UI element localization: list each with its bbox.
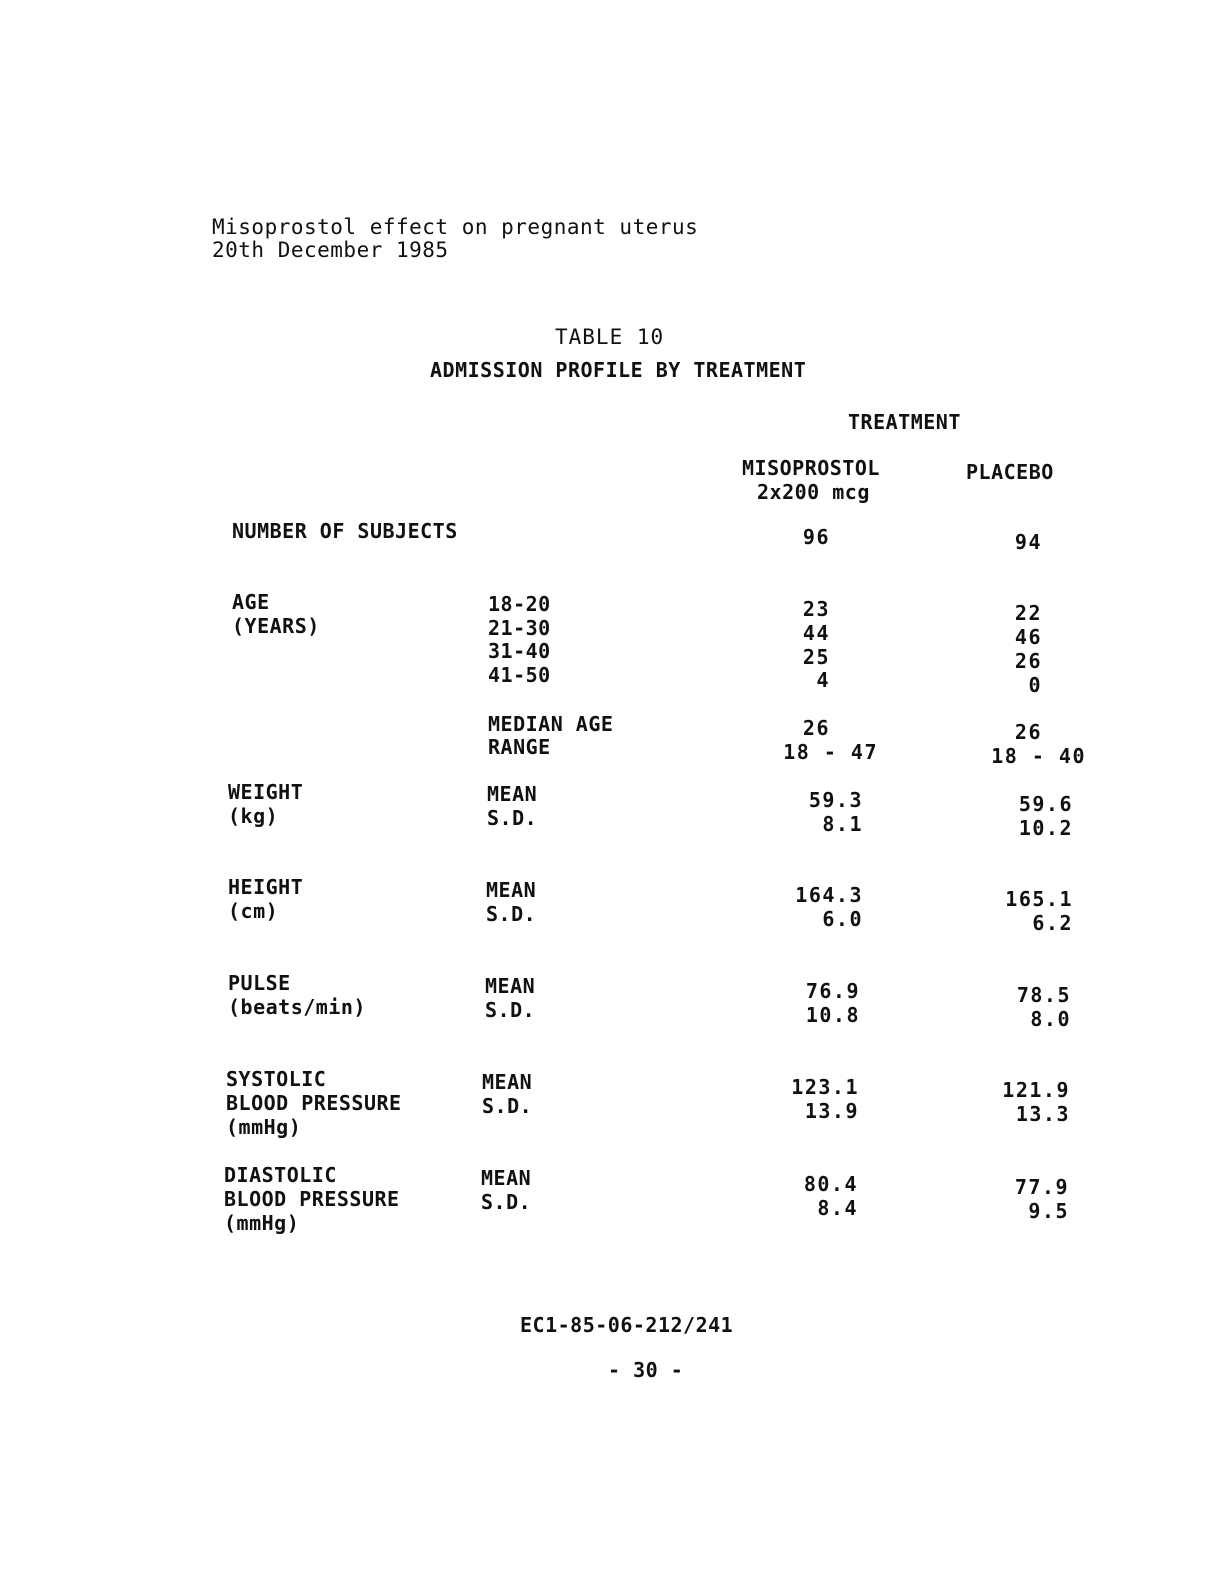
height-sd-label: S.D. [486,902,537,926]
age-range-overall-label: RANGE [488,735,551,759]
weight-sd-label: S.D. [487,806,538,830]
systolic-sd-label: S.D. [482,1094,533,1118]
row-label-diastolic: DIASTOLIC [224,1163,337,1187]
age-range-label: 31-40 [488,639,551,663]
table-title: ADMISSION PROFILE BY TREATMENT [430,358,807,382]
pulse-sd-label: S.D. [485,998,536,1022]
systolic-misoprostol-mean: 123.1 [791,1075,859,1099]
median-age-placebo: 26 [1014,720,1042,744]
diastolic-mean-label: MEAN [481,1166,532,1190]
row-label-pulse-units: (beats/min) [228,995,366,1019]
column-header-misoprostol-dose: 2x200 mcg [757,480,870,504]
systolic-misoprostol-sd: 13.9 [804,1099,859,1123]
table-number: TABLE 10 [555,325,665,349]
systolic-mean-label: MEAN [482,1070,533,1094]
pulse-placebo-mean: 78.5 [1016,983,1071,1007]
weight-misoprostol-sd: 8.1 [822,812,863,836]
systolic-placebo-mean: 121.9 [1002,1078,1070,1102]
row-label-systolic: SYSTOLIC [226,1067,327,1091]
weight-placebo-sd: 10.2 [1018,816,1073,840]
row-label-systolic-units: (mmHg) [226,1115,302,1139]
row-label-height: HEIGHT [228,875,304,899]
height-misoprostol-mean: 164.3 [795,883,863,907]
row-label-number-of-subjects: NUMBER OF SUBJECTS [232,519,458,543]
age-range-misoprostol: 18 - 47 [783,740,878,764]
age-range-placebo: 18 - 40 [991,744,1086,768]
age-placebo-value: 46 [1014,625,1042,649]
header-study-title: Misoprostol effect on pregnant uterus [212,215,699,239]
weight-placebo-mean: 59.6 [1018,792,1073,816]
column-header-placebo: PLACEBO [966,460,1054,484]
row-label-diastolic-bp: BLOOD PRESSURE [224,1187,400,1211]
systolic-placebo-sd: 13.3 [1015,1102,1070,1126]
age-range-label: 18-20 [488,592,551,616]
age-misoprostol-value: 44 [802,621,830,645]
page-number: - 30 - [608,1358,684,1382]
column-header-misoprostol: MISOPROSTOL [742,456,880,480]
height-misoprostol-sd: 6.0 [822,907,863,931]
row-label-diastolic-units: (mmHg) [224,1211,300,1235]
pulse-mean-label: MEAN [485,974,536,998]
age-range-label: 21-30 [488,616,551,640]
age-placebo-value: 0 [1028,673,1042,697]
weight-misoprostol-mean: 59.3 [808,788,863,812]
age-misoprostol-value: 4 [816,668,830,692]
row-label-systolic-bp: BLOOD PRESSURE [226,1091,402,1115]
document-reference: EC1-85-06-212/241 [520,1313,734,1337]
row-label-weight: WEIGHT [228,780,304,804]
diastolic-sd-label: S.D. [481,1190,532,1214]
height-mean-label: MEAN [486,878,537,902]
subjects-misoprostol: 96 [802,525,830,549]
height-placebo-sd: 6.2 [1032,911,1073,935]
median-age-misoprostol: 26 [802,716,830,740]
treatment-group-heading: TREATMENT [848,410,961,434]
weight-mean-label: MEAN [487,782,538,806]
subjects-placebo: 94 [1014,530,1042,554]
age-placebo-value: 22 [1014,601,1042,625]
row-label-weight-units: (kg) [228,804,279,828]
row-label-age: AGE [232,590,270,614]
pulse-misoprostol-sd: 10.8 [805,1003,860,1027]
header-date: 20th December 1985 [212,238,449,262]
median-age-label: MEDIAN AGE [488,712,614,736]
diastolic-misoprostol-sd: 8.4 [817,1196,858,1220]
age-misoprostol-value: 23 [802,597,830,621]
diastolic-misoprostol-mean: 80.4 [803,1172,858,1196]
diastolic-placebo-mean: 77.9 [1014,1175,1069,1199]
diastolic-placebo-sd: 9.5 [1028,1199,1069,1223]
age-placebo-value: 26 [1014,649,1042,673]
age-misoprostol-value: 25 [802,645,830,669]
pulse-placebo-sd: 8.0 [1030,1007,1071,1031]
row-label-age-units: (YEARS) [232,614,320,638]
pulse-misoprostol-mean: 76.9 [805,979,860,1003]
height-placebo-mean: 165.1 [1005,887,1073,911]
row-label-pulse: PULSE [228,971,291,995]
age-range-label: 41-50 [488,663,551,687]
row-label-height-units: (cm) [228,899,279,923]
